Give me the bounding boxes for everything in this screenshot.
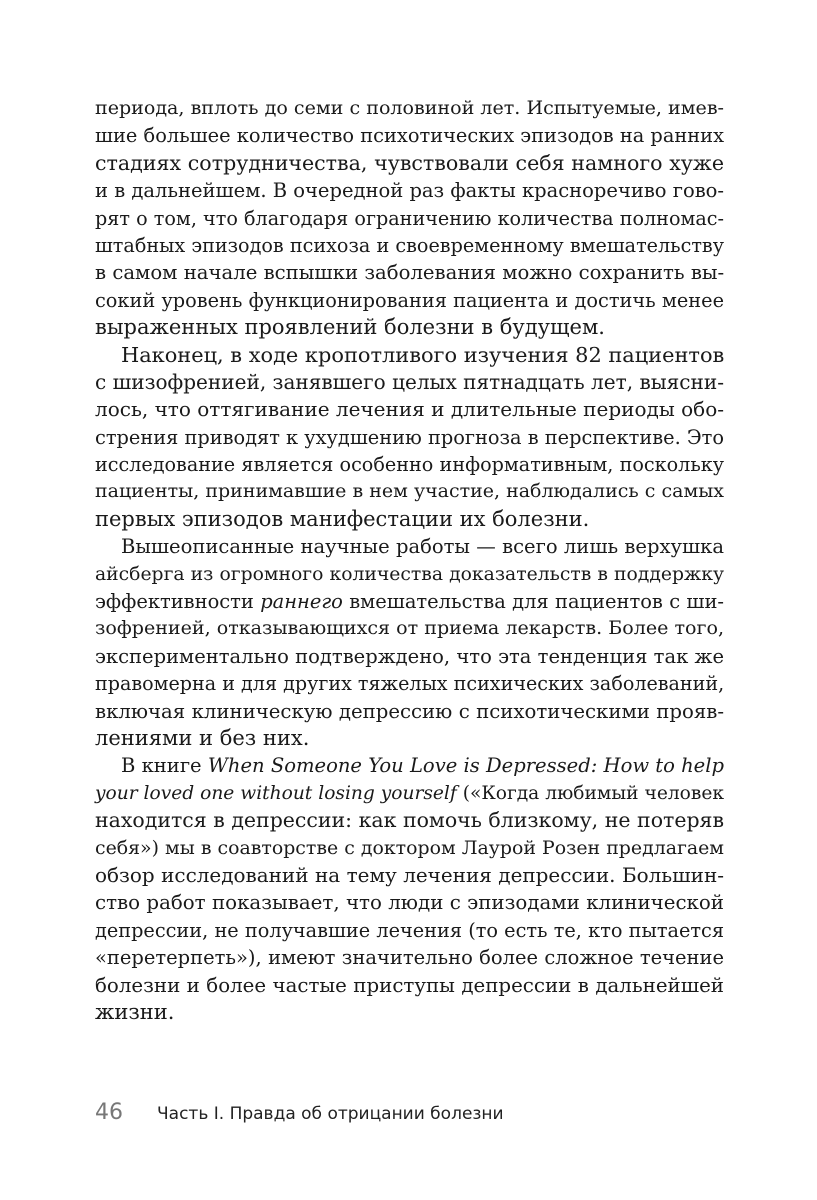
text-line: пациенты, принимавшие в нем участие, наблюдались с самых — [95, 480, 724, 503]
text-line: Вышеописанные научные работы — всего лишь верхушка — [121, 535, 724, 559]
text-line: находится в депрессии: как помочь близкому, не потеряв — [95, 808, 724, 833]
text-line: исследование является особенно информативным, поскольку — [95, 453, 724, 477]
text-segment: вмешательства для пациентов с ши- — [342, 590, 724, 614]
body-text — [95, 95, 724, 1026]
text-line: обзор исследований на тему лечения депрессии. Большин- — [95, 862, 724, 887]
running-head: Часть I. Правда об отрицании болезни — [157, 1104, 504, 1124]
text-line: лениями и без них. — [95, 725, 310, 750]
text-line: в самом начале вспышки заболевания можно сохранить вы- — [95, 261, 725, 285]
text-line: лось, что оттягивание лечения и длительные периоды обо- — [95, 397, 724, 422]
text-line: себя») мы в соавторстве с доктором Лаурой Розен предлагаем — [95, 836, 724, 859]
text-line: ство работ показывает, что люди с эпизодами клинической — [95, 891, 724, 915]
text-line: рят о том, что благодаря ограничению количества полномас- — [95, 206, 724, 230]
text-line: и в дальнейшем. В очередной раз факты красноречиво гово- — [95, 179, 725, 203]
italic-text: your loved one without losing yourself — [95, 782, 457, 804]
text-line: айсберга из огромного количества доказательств в поддержку — [95, 563, 724, 585]
text-line: стадиях сотрудничества, чувствовали себя намного хуже — [95, 150, 724, 175]
text-line: зофренией, отказывающихся от приема лекарств. Более того, — [95, 617, 724, 640]
text-line — [95, 780, 724, 807]
text-line: стрения приводят к ухудшению прогноза в перспективе. Это — [95, 425, 724, 449]
text-line: болезни и более частые приступы депрессии в дальнейшей — [95, 973, 724, 997]
page-footer — [95, 1098, 724, 1128]
italic-text: When Someone You Love is Depressed: How to help — [207, 754, 724, 778]
text-segment: эффективности — [95, 590, 261, 614]
text-segment: («Когда любимый человек — [456, 782, 724, 804]
text-line: сокий уровень функционирования пациента и достичь менее — [95, 288, 724, 312]
text-line: шие большее количество психотических эпизодов на ранних — [95, 124, 724, 148]
page-number: 46 — [95, 1100, 123, 1125]
text-line: выраженных проявлений болезни в будущем. — [95, 315, 605, 340]
text-line: штабных эпизодов психоза и своевременному вмешательству — [95, 233, 724, 257]
text-line: депрессии, не получавшие лечения (то есть те, кто пытается — [95, 918, 724, 942]
text-segment: В книге — [121, 754, 208, 778]
text-line — [95, 588, 724, 615]
text-line: включая клиническую депрессию с психотическими прояв- — [95, 699, 724, 723]
text-line: жизни. — [95, 999, 175, 1024]
text-line: с шизофренией, занявшего целых пятнадцать лет, выясни- — [95, 369, 724, 394]
text-line: первых эпизодов манифестации их болезни. — [95, 506, 590, 531]
text-line — [95, 752, 724, 779]
text-line: «перетерпеть»), имеют значительно более сложное течение — [95, 946, 724, 970]
italic-text: раннего — [260, 590, 343, 614]
text-line: периода, вплоть до семи с половиной лет. Испытуемые, имев- — [95, 97, 724, 119]
text-line: Наконец, в ходе кропотливого изучения 82 пациентов — [121, 342, 725, 367]
text-line: правомерна и для других тяжелых психических заболеваний, — [95, 672, 725, 696]
text-line: экспериментально подтверждено, что эта тенденция так же — [95, 644, 724, 668]
